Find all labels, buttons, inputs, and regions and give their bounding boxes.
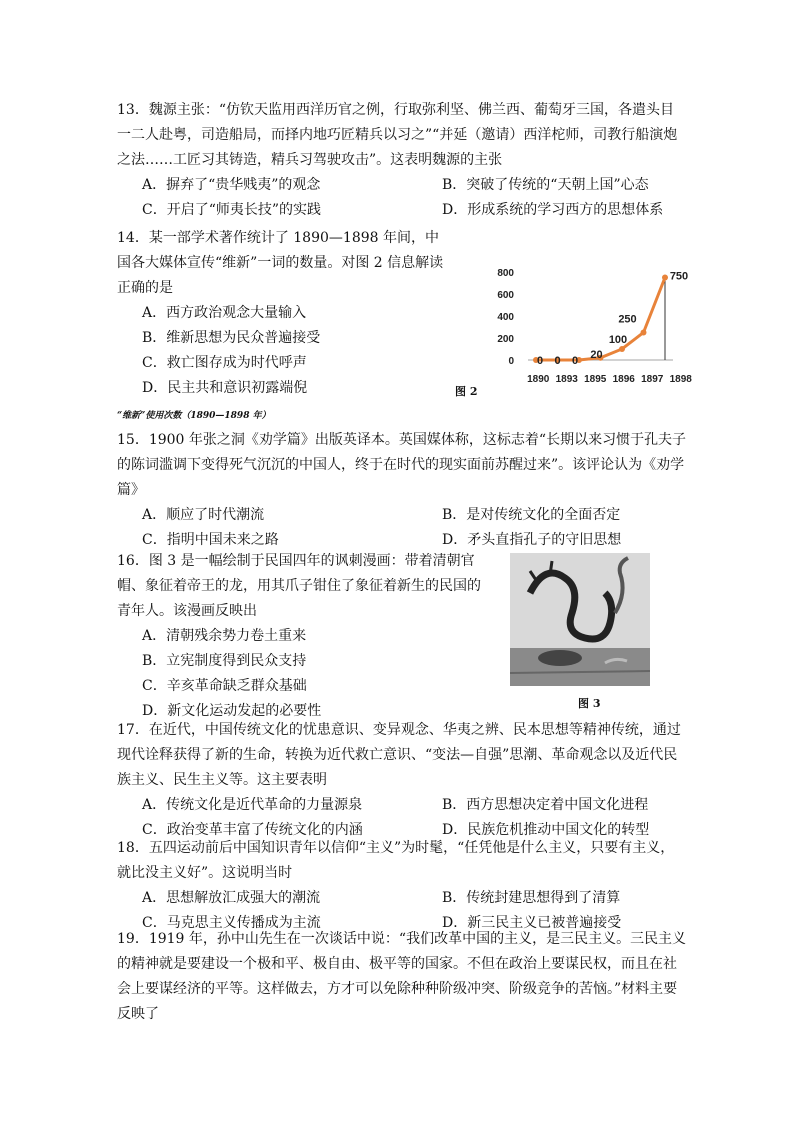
- question-stem: 在近代，中国传统文化的忧患意识、变异观念、华夷之辨、民本思想等精神传统，通过现代诠释获得了新的生命，转换为近代救亡意识、“变法—自强”思潮、革命观念以及近代民族主义、民生主义等。这主要表明: [117, 722, 681, 788]
- option-a[interactable]: A．摒弃了“贵华贱夷”的观念: [142, 177, 321, 193]
- question-stem: 图 3 是一幅绘制于民国四年的讽刺漫画：带着清朝官帽、象征着帝王的龙，用其爪子钳住了象征着新生的民国的青年人。该漫画反映出: [117, 553, 481, 619]
- question-14: [117, 226, 447, 401]
- data-label: 250: [618, 313, 637, 326]
- y-tick-label: 600: [497, 290, 514, 301]
- option-d[interactable]: D．民族危机推动中国文化的转型: [442, 822, 650, 838]
- x-tick-label: 1895: [584, 374, 607, 385]
- option-a[interactable]: A．西方政治观念大量输入: [142, 305, 307, 321]
- option-a[interactable]: A．顺应了时代潮流: [142, 507, 265, 523]
- options: [142, 173, 687, 223]
- figure-3-cartoon-image: [510, 553, 650, 686]
- series-line: [536, 278, 665, 361]
- data-point: [619, 346, 625, 352]
- question-15: [117, 428, 687, 553]
- option-d[interactable]: D．民主共和意识初露端倪: [142, 380, 308, 396]
- question-number: 13．: [117, 102, 149, 118]
- question-number: 19．: [117, 931, 149, 947]
- option-c[interactable]: C．辛亥革命缺乏群众基础: [142, 678, 307, 694]
- data-point: [662, 275, 668, 281]
- option-b[interactable]: B．突破了传统的“天朝上国”心态: [442, 177, 649, 193]
- option-b[interactable]: B．立宪制度得到民众支持: [142, 653, 307, 669]
- x-tick-label: 1896: [612, 374, 635, 385]
- option-c[interactable]: C．指明中国未来之路: [142, 532, 279, 548]
- question-16: [117, 549, 492, 724]
- option-c[interactable]: C．政治变革丰富了传统文化的内涵: [142, 822, 363, 838]
- data-label: 0: [554, 355, 561, 367]
- x-tick-label: 1890: [527, 374, 550, 385]
- data-label: 0: [536, 355, 544, 367]
- y-tick-label: 0: [508, 356, 514, 367]
- y-tick-label: 200: [497, 334, 514, 345]
- figure-2-label: 图 2: [455, 385, 478, 398]
- options: [142, 503, 687, 553]
- x-tick-label: 1893: [555, 374, 578, 385]
- data-label: 0: [571, 355, 579, 367]
- question-stem: 1900 年张之洞《劝学篇》出版英译本。英国媒体称，这标志着“长期以来习惯于孔夫子的陈词滥调下变得死气沉沉的中国人，终于在时代的现实面前苏醒过来”。该评论认为《劝学篇》: [117, 432, 687, 498]
- question-stem: 五四运动前后中国知识青年以信仰“主义”为时髦，“任凭他是什么主义，只要有主义，就比没主义好”。这说明当时: [117, 840, 675, 881]
- option-a[interactable]: A．清朝残余势力卷土重来: [142, 628, 307, 644]
- question-13: [117, 98, 687, 223]
- option-c[interactable]: C．救亡图存成为时代呼声: [142, 355, 307, 371]
- figure-3-label: 图 3: [578, 697, 601, 710]
- option-d[interactable]: D．形成系统的学习西方的思想体系: [442, 202, 664, 218]
- question-number: 16．: [117, 553, 149, 569]
- data-point: [641, 330, 647, 336]
- question-17: [117, 718, 687, 843]
- y-tick-label: 800: [497, 268, 514, 279]
- option-c[interactable]: C．开启了“师夷长技”的实践: [142, 202, 322, 218]
- figure-2-line-chart: [478, 258, 698, 388]
- x-tick-label: 1898: [669, 374, 692, 385]
- option-b[interactable]: B．维新思想为民众普遍接受: [142, 330, 321, 346]
- option-a[interactable]: A．传统文化是近代革命的力量源泉: [142, 797, 363, 813]
- option-d[interactable]: D．新文化运动发起的必要性: [142, 703, 322, 719]
- data-label: 20: [590, 348, 603, 361]
- x-tick-label: 1897: [641, 374, 664, 385]
- option-d[interactable]: D．新三民主义已被普遍接受: [442, 915, 622, 931]
- data-label: 750: [669, 270, 689, 283]
- options: [142, 301, 447, 401]
- option-b[interactable]: B．传统封建思想得到了清算: [442, 890, 621, 906]
- option-a[interactable]: A．思想解放汇成强大的潮流: [142, 890, 321, 906]
- option-c[interactable]: C．马克思主义传播成为主流: [142, 915, 321, 931]
- option-b[interactable]: B．西方思想决定着中国文化进程: [442, 797, 649, 813]
- question-number: 18．: [117, 840, 149, 856]
- question-number: 17．: [117, 722, 149, 738]
- question-number: 15．: [117, 432, 149, 448]
- question-stem: 魏源主张：“仿钦天监用西洋历官之例，行取弥利坚、佛兰西、葡萄牙三国，各遣头目一二人赴粤，司造船局，而择内地巧匠精兵以习之”“并延（邀请）西洋柁师，司教行船演炮之法……工匠习其铸造，精兵习驾驶攻击”。这表明魏源的主张: [117, 102, 678, 168]
- question-18: [117, 836, 687, 936]
- question-stem: 某一部学术著作统计了 1890—1898 年间，中国各大媒体宣传“维新”一词的数量。对图 2 信息解读正确的是: [117, 230, 444, 296]
- options: [142, 624, 492, 724]
- option-d[interactable]: D．矛头直指孔子的守旧思想: [442, 532, 622, 548]
- data-label: 100: [608, 334, 628, 346]
- question-stem: 1919 年，孙中山先生在一次谈话中说：“我们改革中国的主义，是三民主义。三民主义的精神就是要建设一个极和平、极自由、极平等的国家。不但在政治上要谋民权，而且在社会上要谋经济的平等。这样做去，方才可以免除种种阶级冲突、阶级竞争的苦恼。”材料主要反映了: [117, 931, 687, 1022]
- y-tick-label: 400: [497, 312, 514, 323]
- figure-2-caption: “维新”使用次数（1890—1898 年）: [117, 411, 271, 421]
- option-b[interactable]: B．是对传统文化的全面否定: [442, 507, 621, 523]
- question-19: [117, 927, 687, 1027]
- question-number: 14．: [117, 230, 149, 246]
